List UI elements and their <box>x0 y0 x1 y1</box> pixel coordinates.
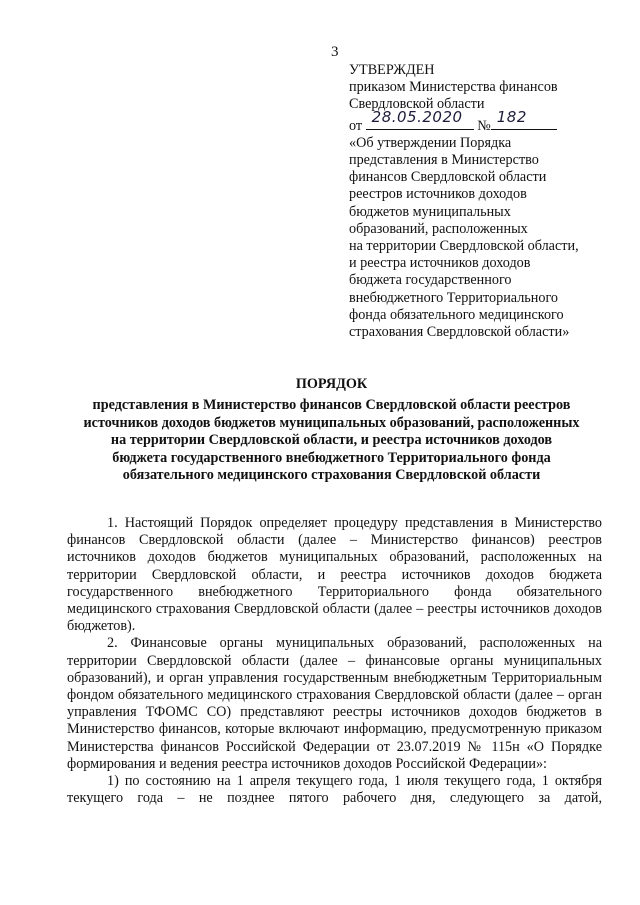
approval-stamp-block <box>349 62 619 341</box>
document-body <box>67 515 602 807</box>
page-number: 3 <box>331 44 339 60</box>
approval-order-line: приказом Министерства финансов <box>349 79 558 96</box>
handwritten-number: 182 <box>496 107 527 126</box>
order-title-line: финансов Свердловской области <box>349 169 547 186</box>
document-subtitle-line: обязательного медицинского страхования Свердловской области <box>122 467 541 484</box>
order-title-line: образований, расположенных <box>349 220 528 237</box>
order-title-line: страхования Свердловской области» <box>349 324 570 341</box>
paragraph-2: 2. Финансовые органы муниципальных образований, расположенных на территории Свердловской области (далее – финансовые органы муниципальных образований), и орган управления государственным внебюджетным Территориальным фондом обязательного медицинского страхования Свердловской области (далее – орган управления ТФОМС СО) представляют реестры источников доходов бюджетов в Министерство финансов, которые включают информацию, предусмотренную приказом Министерства финансов Российской Федерации от 23.07.2019 № 115н «О Порядке формирования и ведения реестра источников доходов Российской Федерации»: <box>67 635 602 772</box>
from-label: от <box>349 117 363 134</box>
order-title-line: реестров источников доходов <box>349 186 527 203</box>
paragraph-1: 1. Настоящий Порядок определяет процедуру представления в Министерство финансов Свердловской области (далее – Министерство финансов) реестров источников доходов бюджетов муниципальных образований, расположенных на территории Свердловской области, и реестра источников доходов бюджета государственного внебюджетного Территориального фонда обязательного медицинского страхования Свердловской области (далее – реестры источников доходов бюджетов). <box>67 515 602 635</box>
document-subtitle-line: источников доходов бюджетов муниципальных образований, расположенных <box>83 414 580 431</box>
approval-heading: УТВЕРЖДЕН <box>349 62 435 78</box>
approval-region-line: Свердловской области <box>349 96 485 113</box>
order-title-line: «Об утверждении Порядка <box>349 134 512 151</box>
order-title-line: и реестра источников доходов <box>349 255 531 272</box>
handwritten-date: 28.05.2020 <box>371 107 463 126</box>
document-subtitle-line: бюджета государственного внебюджетного Территориального фонда <box>112 449 551 466</box>
order-title-line: бюджета государственного <box>349 272 512 289</box>
order-title-line: на территории Свердловской области, <box>349 238 579 255</box>
date-field <box>366 107 474 130</box>
order-title-line: представления в Министерство <box>349 152 539 169</box>
document-title-block <box>60 376 603 484</box>
order-title-line: фонда обязательного медицинского <box>349 306 564 323</box>
number-label: № <box>477 117 491 134</box>
order-title-line: бюджетов муниципальных <box>349 203 511 220</box>
document-title: ПОРЯДОК <box>295 376 368 392</box>
document-subtitle-line: на территории Свердловской области, и реестра источников доходов <box>110 432 553 449</box>
order-title-line: внебюджетного Территориального <box>349 289 559 306</box>
approval-date-number-line <box>349 107 619 135</box>
document-subtitle-line: представления в Министерство финансов Свердловской области реестров <box>92 397 571 414</box>
paragraph-2-item-1: 1) по состоянию на 1 апреля текущего года, 1 июля текущего года, 1 октября текущего года – не позднее пятого рабочего дня, следующего за датой, <box>67 773 602 807</box>
number-field <box>491 107 557 130</box>
